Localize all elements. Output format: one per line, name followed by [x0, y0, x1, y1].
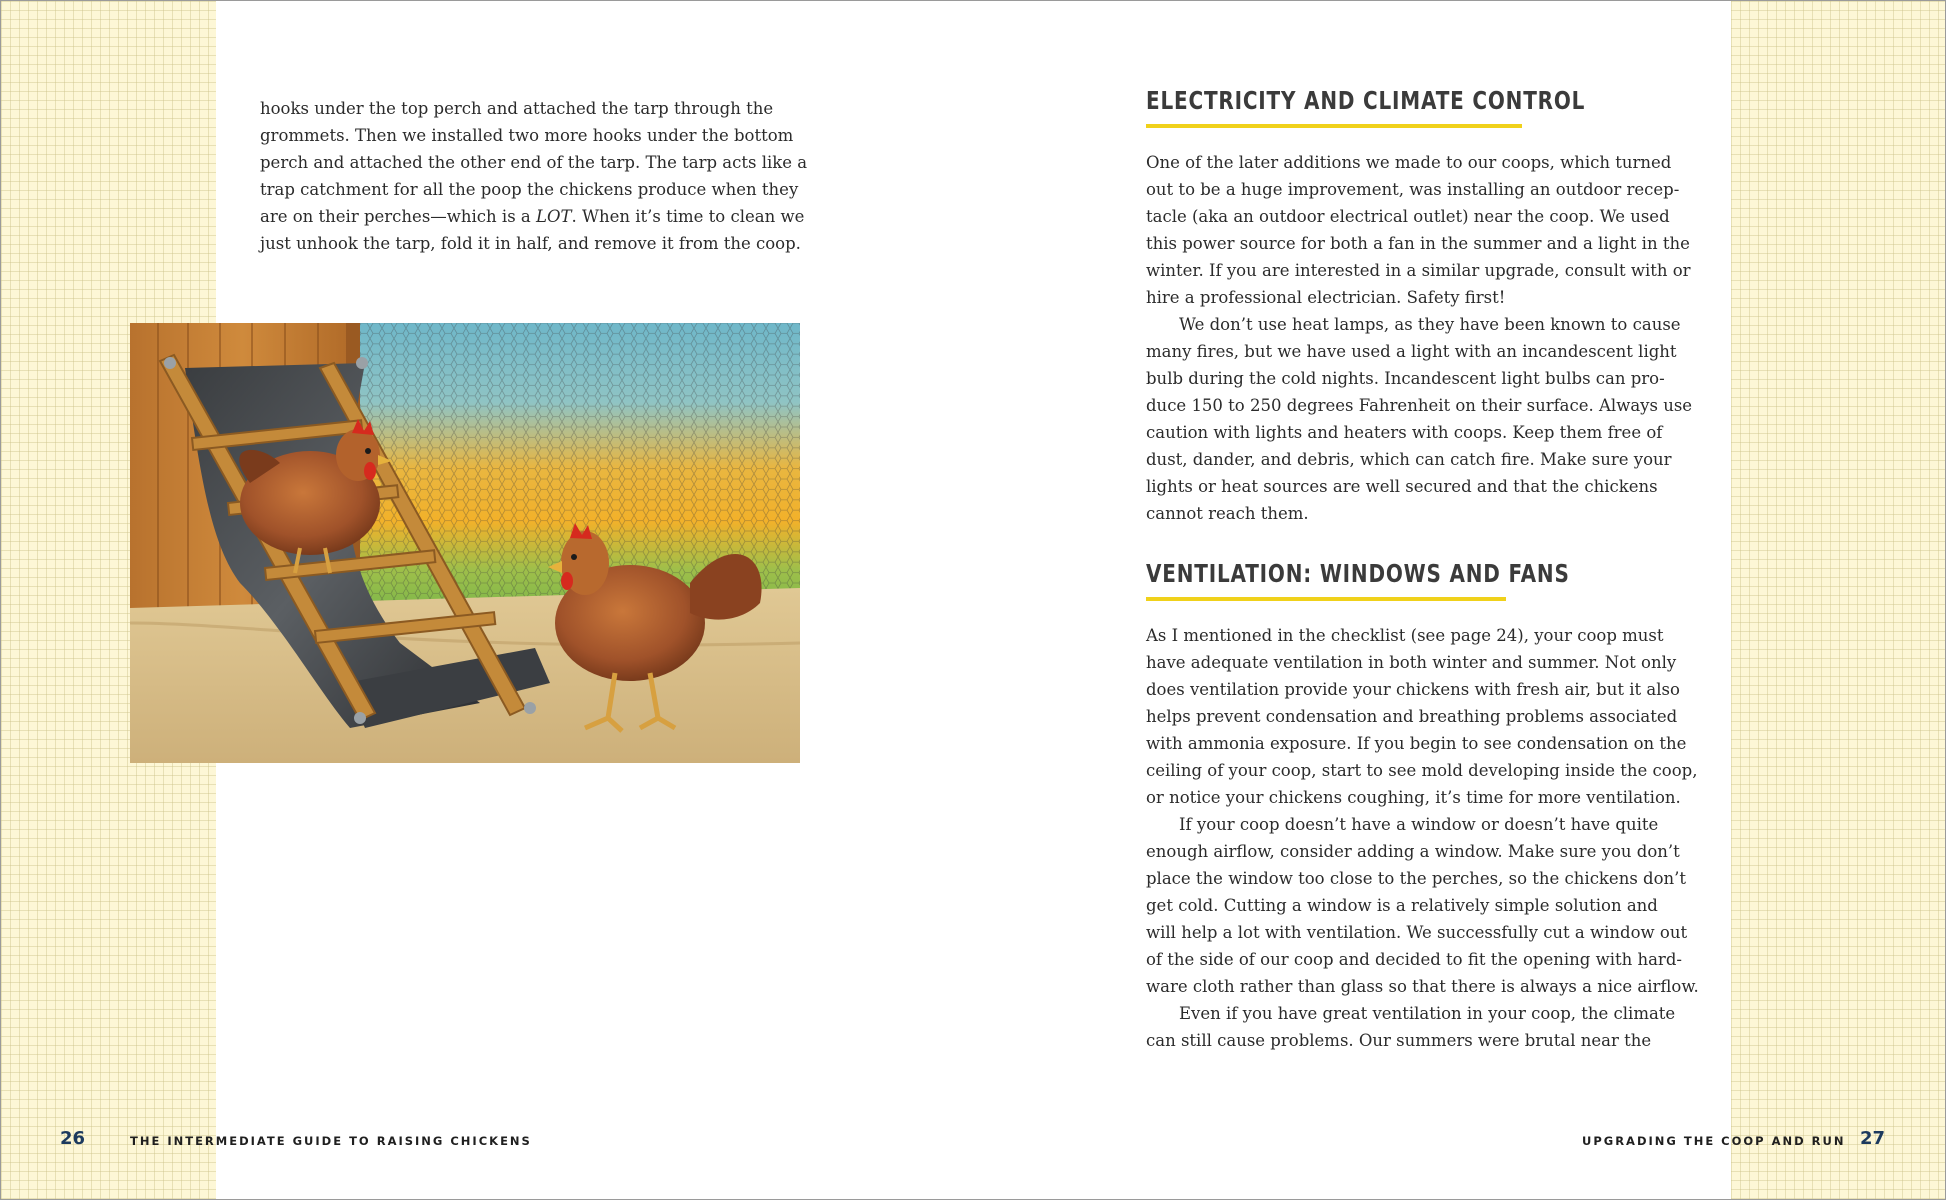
body-line: get cold. Cutting a window is a relatively simple solution and — [1146, 896, 1658, 915]
body-line: or notice your chickens coughing, it’s time for more ventilation. — [1146, 788, 1681, 807]
ventilation-section-body — [1146, 622, 1699, 1054]
body-line: perch and attached the other end of the tarp. The tarp acts like a — [260, 153, 808, 172]
body-line-segment: . When it’s time to clean we — [571, 207, 805, 226]
body-line: dust, dander, and debris, which can catch fire. Make sure your — [1146, 450, 1672, 469]
electricity-section-body — [1146, 149, 1692, 527]
body-line: winter. If you are interested in a similar upgrade, consult with or — [1146, 261, 1691, 280]
body-line: Even if you have great ventilation in your coop, the climate — [1179, 1004, 1676, 1023]
body-line: lights or heat sources are well secured and that the chickens — [1146, 477, 1658, 496]
section-heading-electricity: ELECTRICITY AND CLIMATE CONTROL — [1146, 86, 1586, 115]
body-line: out to be a huge improvement, was installing an outdoor recep- — [1146, 180, 1680, 199]
right-margin-grid-strip — [1731, 1, 1945, 1199]
body-line: We don’t use heat lamps, as they have been known to cause — [1179, 315, 1681, 334]
body-line: grommets. Then we installed two more hooks under the bottom — [260, 126, 794, 145]
body-line: of the side of our coop and decided to fit the opening with hard- — [1146, 950, 1682, 969]
body-line: ceiling of your coop, start to see mold developing inside the coop, — [1146, 761, 1698, 780]
body-line: If your coop doesn’t have a window or doesn’t have quite — [1179, 815, 1659, 834]
body-line: One of the later additions we made to our coops, which turned — [1146, 153, 1672, 172]
body-line: many fires, but we have used a light with an incandescent light — [1146, 342, 1677, 361]
heading-underline — [1146, 124, 1522, 128]
body-line: this power source for both a fan in the summer and a light in the — [1146, 234, 1690, 253]
body-line: helps prevent condensation and breathing problems associated — [1146, 707, 1678, 726]
body-line: can still cause problems. Our summers were brutal near the — [1146, 1031, 1652, 1050]
body-line: cannot reach them. — [1146, 504, 1309, 523]
body-line: tacle (aka an outdoor electrical outlet) near the coop. We used — [1146, 207, 1670, 226]
body-line: have adequate ventilation in both winter and summer. Not only — [1146, 653, 1677, 672]
body-line: just unhook the tarp, fold it in half, and remove it from the coop. — [260, 234, 801, 253]
body-line: duce 150 to 250 degrees Fahrenheit on their surface. Always use — [1146, 396, 1693, 415]
illustration-svg — [130, 323, 800, 763]
body-line-segment: are on their perches—which is a — [260, 207, 531, 226]
heading-underline — [1146, 597, 1506, 601]
body-line: As I mentioned in the checklist (see page 24), your coop must — [1146, 626, 1664, 645]
chicken-perch-illustration — [130, 323, 800, 763]
body-line: hire a professional electrician. Safety first! — [1146, 288, 1506, 307]
body-line: trap catchment for all the poop the chickens produce when they — [260, 180, 799, 199]
body-line: with ammonia exposure. If you begin to see condensation on the — [1146, 734, 1687, 753]
body-line: caution with lights and heaters with coops. Keep them free of — [1146, 423, 1663, 442]
body-line: hooks under the top perch and attached the tarp through the — [260, 99, 774, 118]
right-page-number: 27 — [1860, 1128, 1886, 1149]
body-line: ware cloth rather than glass so that there is always a nice airflow. — [1146, 977, 1699, 996]
body-line: enough airflow, consider adding a window. Make sure you don’t — [1146, 842, 1680, 861]
emphasis-text: LOT — [536, 207, 572, 226]
body-line: place the window too close to the perches, so the chickens don’t — [1146, 869, 1687, 888]
section-heading-ventilation: VENTILATION: WINDOWS AND FANS — [1146, 559, 1570, 588]
body-line — [260, 203, 807, 230]
left-running-head: THE INTERMEDIATE GUIDE TO RAISING CHICKENS — [130, 1134, 532, 1148]
right-running-head: UPGRADING THE COOP AND RUN — [1582, 1134, 1846, 1148]
body-line: does ventilation provide your chickens with fresh air, but it also — [1146, 680, 1680, 699]
left-page-number: 26 — [60, 1128, 86, 1149]
left-page-body — [260, 95, 807, 257]
body-line: bulb during the cold nights. Incandescent light bulbs can pro- — [1146, 369, 1665, 388]
body-line: will help a lot with ventilation. We successfully cut a window out — [1146, 923, 1688, 942]
